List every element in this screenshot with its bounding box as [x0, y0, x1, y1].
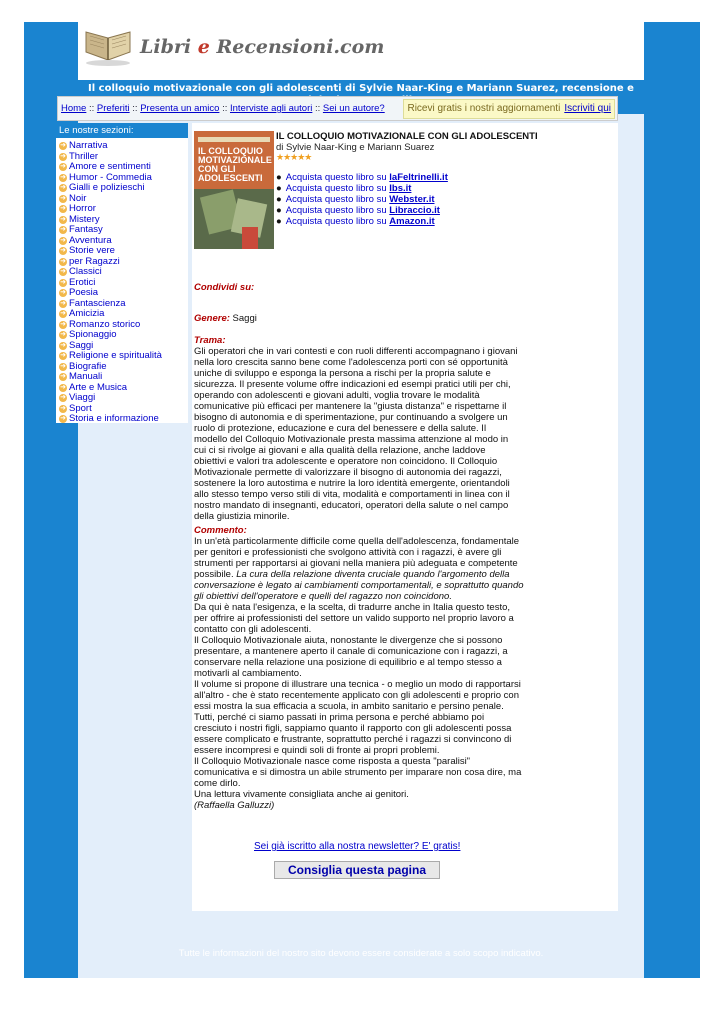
- sidebar-item[interactable]: [56, 162, 188, 173]
- buy-link[interactable]: [276, 216, 606, 227]
- store-name[interactable]: laFeltrinelli.it: [389, 172, 448, 183]
- nav-presenta-link[interactable]: Presenta un amico: [140, 103, 220, 114]
- arrow-right-icon: ➜: [60, 394, 66, 402]
- sidebar-item-label: Noir: [69, 192, 87, 204]
- sidebar-item-label: Romanzo storico: [69, 318, 141, 330]
- arrow-right-icon: ➜: [60, 373, 66, 381]
- sidebar-heading: Le nostre sezioni:: [56, 123, 188, 138]
- arrow-right-icon: ➜: [60, 257, 66, 265]
- comment-paragraph: Una lettura vivamente consigliata anche ai genitori.: [194, 789, 409, 800]
- arrow-right-icon: ➜: [60, 268, 66, 276]
- arrow-right-icon: ➜: [60, 236, 66, 244]
- buy-prefix: Acquista questo libro su: [285, 205, 387, 216]
- bullet-icon: ●: [276, 194, 282, 205]
- sidebar-item-label: Biografie: [69, 360, 107, 372]
- plot-label: Trama:: [194, 335, 226, 346]
- sidebar-item-label: Erotici: [69, 276, 96, 288]
- logo-text: Libri e Recensioni.com: [140, 36, 385, 58]
- buy-prefix: Acquista questo libro su: [285, 172, 387, 183]
- comment-section: [194, 525, 524, 811]
- subscribe-link[interactable]: Iscriviti qui: [564, 103, 611, 114]
- bullet-icon: ●: [276, 183, 282, 194]
- sidebar-item-label: Avventura: [69, 234, 112, 246]
- sidebar-item-label: Manuali: [69, 371, 103, 382]
- arrow-right-icon: ➜: [60, 415, 66, 423]
- recommend-page-button[interactable]: Consiglia questa pagina: [274, 861, 440, 879]
- arrow-right-icon: ➜: [60, 362, 66, 370]
- comment-label: Commento:: [194, 525, 247, 536]
- arrow-right-icon: ➜: [60, 173, 66, 181]
- cover-title: IL COLLOQUIO MOTIVAZIONALE CON GLI ADOLESCENTI: [198, 146, 272, 183]
- sidebar-item[interactable]: [56, 309, 188, 320]
- nav-separator: ::: [132, 103, 138, 114]
- sidebar-item[interactable]: [56, 267, 188, 278]
- buy-prefix: Acquista questo libro su: [285, 194, 387, 205]
- arrow-right-icon: ➜: [60, 194, 66, 202]
- sidebar-item[interactable]: [56, 393, 188, 404]
- nav-home-link[interactable]: Home: [61, 103, 87, 114]
- sidebar-item[interactable]: [56, 351, 188, 362]
- main-content: [192, 123, 618, 911]
- sidebar-item-label: Sport: [69, 402, 92, 414]
- page-title: Il colloquio motivazionale con gli adolescenti di Sylvie Naar-King e Mariann Suarez, recensione e: [78, 80, 644, 114]
- book-info: [276, 131, 606, 227]
- nav-separator: ::: [222, 103, 228, 114]
- sidebar-item-label: Saggi: [69, 339, 94, 351]
- sidebar-item-label: Spionaggio: [69, 329, 117, 340]
- comment-paragraph: Il volume si propone di illustrare una tecnica - o meglio un modo di rapportarsi all'altro - che è stato recentemente applicato con gli adolescenti e proprio con essi mostra la sua efficacia a scuola, in ambito sanitario e persino penale.: [194, 679, 521, 712]
- bullet-icon: ●: [276, 172, 282, 183]
- genre-value: Saggi: [232, 313, 257, 324]
- buy-link[interactable]: [276, 194, 606, 205]
- sidebar-item-label: Thriller: [69, 150, 99, 162]
- subscribe-box: [403, 99, 615, 119]
- sidebar-item-label: Horror: [69, 203, 96, 214]
- sidebar-item[interactable]: [56, 330, 188, 341]
- site-logo[interactable]: [82, 26, 384, 68]
- sidebar-item-label: Religione e spiritualità: [69, 350, 162, 361]
- nav-bar: [57, 96, 618, 121]
- rating-stars-icon: ★★★★★: [276, 152, 312, 162]
- plot-text: Gli operatori che in vari contesti e con ruoli differenti accompagnano i giovani nella loro crescita sanno bene come l'adolescenza porti con sé opportunità uniche di sviluppo e esponga la persona a rischi per la propria salute e sicurezza. Il presente volume offre indicazioni ed esempi pratici utili per chi, operando con adolescenti e giovani adulti, voglia trovare le modalità comunicative più efficaci per mantenere la "giusta distanza" e rispettarne il bisogno di autonomia e di sperimentazione, pur continuando a svolgere un ruolo di protezione, educazione e cura del benessere e della salute. Il modello del Colloquio Motivazionale presta massima attenzione al modo in cui ci si rivolge ai giovani e alla qualità della relazione, anche laddove obiettivi e valori tra adolescente e operatore non coincidono. Il Colloquio Motivazionale permette di valorizzare il bisogno di autonomia dei ragazzi, sostenere la loro autostima e nutrire la loro identità emergente, orientandoli allo stesso tempo verso stili di vita, modalità e comportamenti in linea con il nostro mandato di insegnanti, educatori, operatori della salute o nel campo della giustizia minorile.: [194, 346, 518, 522]
- arrow-right-icon: ➜: [60, 226, 66, 234]
- nav-separator: ::: [88, 103, 95, 114]
- arrow-right-icon: ➜: [60, 163, 66, 171]
- book-author: di Sylvie Naar-King e Mariann Suarez: [276, 142, 435, 153]
- sidebar-item[interactable]: [56, 204, 188, 215]
- sidebar-item[interactable]: [56, 183, 188, 194]
- arrow-right-icon: ➜: [60, 404, 66, 412]
- sidebar: [56, 123, 188, 423]
- nav-separator: ::: [315, 103, 321, 114]
- bullet-icon: ●: [276, 216, 282, 227]
- comment-paragraph: Il Colloquio Motivazionale aiuta, nonostante le divergenze che si possono presentare, a mantenere aperto il canale di comunicazione con i ragazzi, a conservare nella relazione una posizione di equilibrio e al tempo stesso a motivarli al cambiamento.: [194, 635, 508, 679]
- arrow-right-icon: ➜: [60, 310, 66, 318]
- sidebar-item[interactable]: [56, 225, 188, 236]
- arrow-right-icon: ➜: [60, 331, 66, 339]
- arrow-right-icon: ➜: [60, 184, 66, 192]
- bullet-icon: ●: [276, 205, 282, 216]
- comment-italic: La cura della relazione diventa cruciale quando l'argomento della conversazione è legato ai cambiamenti comportamentali, e soprattutto quando gli obiettivi dell'operatore e quelli del ragazzo non coincidono.: [194, 569, 524, 602]
- comment-signature: (Raffaella Galluzzi): [194, 800, 275, 811]
- subscribe-text: Ricevi gratis i nostri aggiornamenti: [407, 103, 561, 114]
- arrow-right-icon: ➜: [60, 205, 66, 213]
- sidebar-item-label: Storia e informazione: [69, 413, 159, 424]
- sidebar-item[interactable]: [56, 372, 188, 383]
- store-name[interactable]: Webster.it: [389, 194, 435, 205]
- nav-autore-link[interactable]: Sei un autore?: [322, 103, 385, 114]
- nav-preferiti-link[interactable]: Preferiti: [96, 103, 130, 114]
- sidebar-item-label: per Ragazzi: [69, 255, 120, 267]
- sidebar-list: [56, 141, 188, 425]
- sidebar-item-label: Fantasy: [69, 224, 103, 235]
- sidebar-item[interactable]: [56, 414, 188, 425]
- arrow-right-icon: ➜: [60, 320, 66, 328]
- comment-paragraph: In un'età particolarmente difficile come quella dell'adolescenza, fondamentale per genitori e professionisti che svolgono attività con i ragazzi, è avere gli strumenti per rapportarsi ai giovani nella maniera più adeguata e competente possibile. La cura della relazione diventa cruciale quando l'argomento della conversazione è legato ai cambiamenti comportamentali, e soprattutto quando gli obiettivi dell'operatore e quelli del ragazzo non coincidono.: [194, 536, 524, 602]
- book-cover-image: [194, 131, 274, 249]
- sidebar-item-label: Arte e Musica: [69, 381, 128, 393]
- sidebar-item-label: Narrativa: [69, 140, 108, 151]
- arrow-right-icon: ➜: [60, 142, 66, 150]
- arrow-right-icon: ➜: [60, 247, 66, 255]
- sidebar-item[interactable]: [56, 246, 188, 257]
- comment-paragraph: Tutti, perché ci siamo passati in prima persona e perché abbiamo poi cresciuto i nostri figli, sappiamo quanto il rapporto con gli adolescenti possa essere complicato e frustrante, soprattutto perché i ragazzi si convincono di essere incompresi e quindi soli di fronte ai propri problemi.: [194, 712, 512, 756]
- buy-link[interactable]: [276, 172, 606, 183]
- arrow-right-icon: ➜: [60, 215, 66, 223]
- sidebar-item-label: Amore e sentimenti: [69, 161, 151, 172]
- arrow-right-icon: ➜: [60, 383, 66, 391]
- site-header: [78, 22, 644, 80]
- arrow-right-icon: ➜: [60, 352, 66, 360]
- arrow-right-icon: ➜: [60, 152, 66, 160]
- nav-links: [61, 103, 385, 114]
- genre-label: Genere:: [194, 313, 230, 324]
- sidebar-item-label: Gialli e polizieschi: [69, 182, 145, 193]
- book-logo-icon: [82, 26, 136, 68]
- buy-prefix: Acquista questo libro su: [285, 183, 387, 194]
- arrow-right-icon: ➜: [60, 278, 66, 286]
- store-name[interactable]: Amazon.it: [389, 216, 435, 227]
- genre-row: [194, 313, 257, 324]
- arrow-right-icon: ➜: [60, 341, 66, 349]
- sidebar-item-label: Viaggi: [69, 392, 96, 403]
- sidebar-item-label: Poesia: [69, 287, 99, 298]
- sidebar-item[interactable]: [56, 141, 188, 152]
- share-label: Condividi su:: [194, 282, 255, 293]
- buy-links-list: [276, 172, 606, 227]
- buy-prefix: Acquista questo libro su: [285, 216, 387, 227]
- store-name[interactable]: Libraccio.it: [389, 205, 440, 216]
- sidebar-item-label: Classici: [69, 266, 102, 277]
- newsletter-link[interactable]: Sei già iscritto alla nostra newsletter? E' gratis!: [254, 841, 461, 852]
- sidebar-item-label: Storie vere: [69, 245, 115, 256]
- store-name[interactable]: Ibs.it: [389, 183, 412, 194]
- comment-paragraph: Da qui è nata l'esigenza, e la scelta, di tradurre anche in Italia questo testo, per offrire ai professionisti del settore un valido supporto nel proprio lavoro a contatto con gli adolescenti.: [194, 602, 514, 635]
- sidebar-item-label: Fantascienza: [69, 297, 126, 309]
- arrow-right-icon: ➜: [60, 289, 66, 297]
- comment-paragraph: Il Colloquio Motivazionale nasce come risposta a questa "paralisi" comunicativa e si dimostra un abile strumento per imparare non cosa dire, ma come dirlo.: [194, 756, 522, 789]
- book-title: IL COLLOQUIO MOTIVAZIONALE CON GLI ADOLESCENTI: [276, 131, 538, 142]
- plot-section: [194, 335, 520, 522]
- nav-interviste-link[interactable]: Interviste agli autori: [229, 103, 313, 114]
- footer-text: Tutte le informazioni del nostro sito devono essere considerate a solo scopo indicativo.: [178, 948, 544, 959]
- sidebar-item[interactable]: [56, 288, 188, 299]
- sidebar-item-label: Humor - Commedia: [69, 171, 152, 183]
- arrow-right-icon: ➜: [60, 299, 66, 307]
- buy-link[interactable]: [276, 205, 606, 216]
- sidebar-item-label: Mistery: [69, 213, 100, 225]
- buy-link[interactable]: [276, 183, 606, 194]
- sidebar-item-label: Amicizia: [69, 308, 105, 319]
